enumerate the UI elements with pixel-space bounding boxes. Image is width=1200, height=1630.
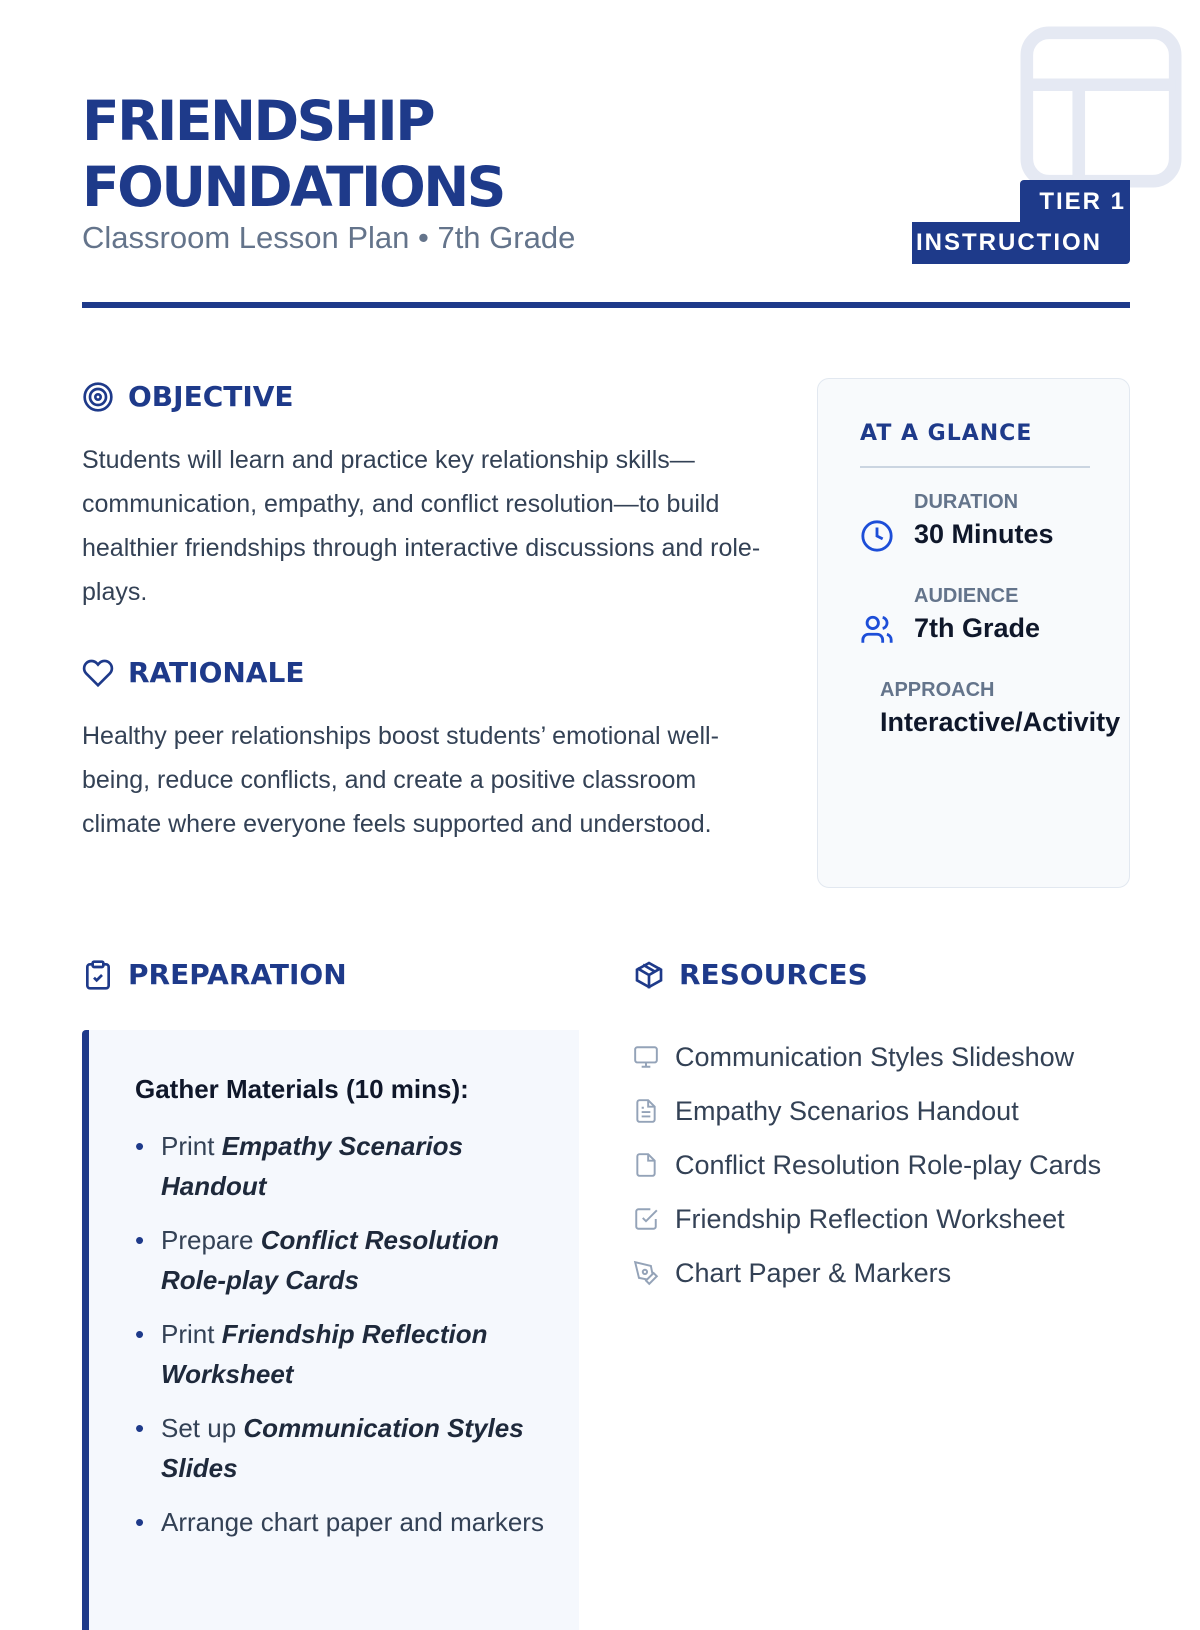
item-verb: Arrange chart paper and markers — [161, 1507, 544, 1537]
list-item — [135, 1502, 555, 1542]
item-verb: Prepare — [161, 1225, 254, 1255]
list-item — [633, 1246, 1101, 1300]
objective-text: Students will learn and practice key relationship skills—communication, empathy, and conflict resolution—to build healthier friendships through interactive discussions and role-plays. — [82, 446, 761, 606]
resource-label: Empathy Scenarios Handout — [675, 1095, 1019, 1126]
prep-subheading: Gather Materials (10 mins): — [135, 1074, 469, 1104]
page-title — [82, 88, 782, 220]
resource-label: Communication Styles Slideshow — [675, 1041, 1075, 1072]
title-line: FOUNDATIONS — [82, 155, 504, 219]
stat-label: APPROACH — [880, 679, 995, 701]
users-icon — [860, 613, 894, 647]
card-divider — [860, 466, 1090, 468]
stat-value: Interactive/Activity — [880, 707, 1121, 737]
stat-value: 30 Minutes — [914, 519, 1054, 549]
item-verb: Set up — [161, 1413, 237, 1443]
document-icon — [633, 1098, 659, 1124]
checkbox-icon — [633, 1206, 659, 1232]
rationale-text: Healthy peer relationships boost students’ emotional well-being, reduce conflicts, and create a positive classroom climate where everyone feels supported and understood. — [82, 722, 719, 838]
tier-badge: TIER 1 — [1020, 180, 1130, 222]
list-item — [633, 1030, 1101, 1084]
item-material: Conflict Resolution Role-play Cards — [161, 1225, 500, 1295]
preparation-heading — [82, 958, 347, 991]
objective-heading — [82, 380, 294, 413]
resources-list — [633, 1030, 1101, 1300]
heading-label: RESOURCES — [679, 958, 868, 991]
resource-label: Conflict Resolution Role-play Cards — [675, 1149, 1102, 1180]
item-material: Friendship Reflection Worksheet — [161, 1319, 488, 1389]
list-item — [633, 1084, 1101, 1138]
prep-list — [135, 1126, 555, 1556]
item-material: Empathy Scenarios Handout — [161, 1131, 464, 1201]
resource-label: Chart Paper & Markers — [675, 1257, 952, 1288]
file-icon — [633, 1152, 659, 1178]
package-icon — [633, 959, 665, 991]
list-item — [135, 1314, 555, 1394]
header-divider — [82, 302, 1130, 308]
item-verb: Print — [161, 1319, 215, 1349]
preparation-box — [82, 1030, 579, 1630]
clock-icon — [860, 519, 894, 553]
card-title: AT A GLANCE — [860, 421, 1033, 446]
heading-label: PREPARATION — [128, 958, 347, 991]
subtitle: Classroom Lesson Plan • 7th Grade — [82, 220, 576, 255]
instruction-badge: INSTRUCTION — [912, 222, 1130, 264]
list-item — [633, 1192, 1101, 1246]
heart-icon — [82, 657, 114, 689]
list-item — [633, 1138, 1101, 1192]
target-icon — [82, 381, 114, 413]
heading-label: RATIONALE — [128, 656, 305, 689]
layout-icon — [1012, 18, 1190, 196]
stat-label: AUDIENCE — [914, 585, 1019, 607]
rationale-heading — [82, 656, 304, 689]
list-item — [135, 1126, 555, 1206]
title-line: FRIENDSHIP — [82, 89, 434, 153]
list-item — [135, 1220, 555, 1300]
item-material: Communication Styles Slides — [161, 1413, 524, 1483]
resource-label: Friendship Reflection Worksheet — [675, 1203, 1065, 1234]
stat-label: DURATION — [914, 491, 1019, 513]
list-item — [135, 1408, 555, 1488]
pen-tool-icon — [633, 1260, 659, 1286]
stat-value: 7th Grade — [914, 613, 1041, 643]
item-verb: Print — [161, 1131, 215, 1161]
monitor-icon — [633, 1044, 659, 1070]
clipboard-check-icon — [82, 959, 114, 991]
at-a-glance-card — [817, 378, 1130, 888]
heading-label: OBJECTIVE — [128, 380, 294, 413]
resources-heading — [633, 958, 868, 991]
